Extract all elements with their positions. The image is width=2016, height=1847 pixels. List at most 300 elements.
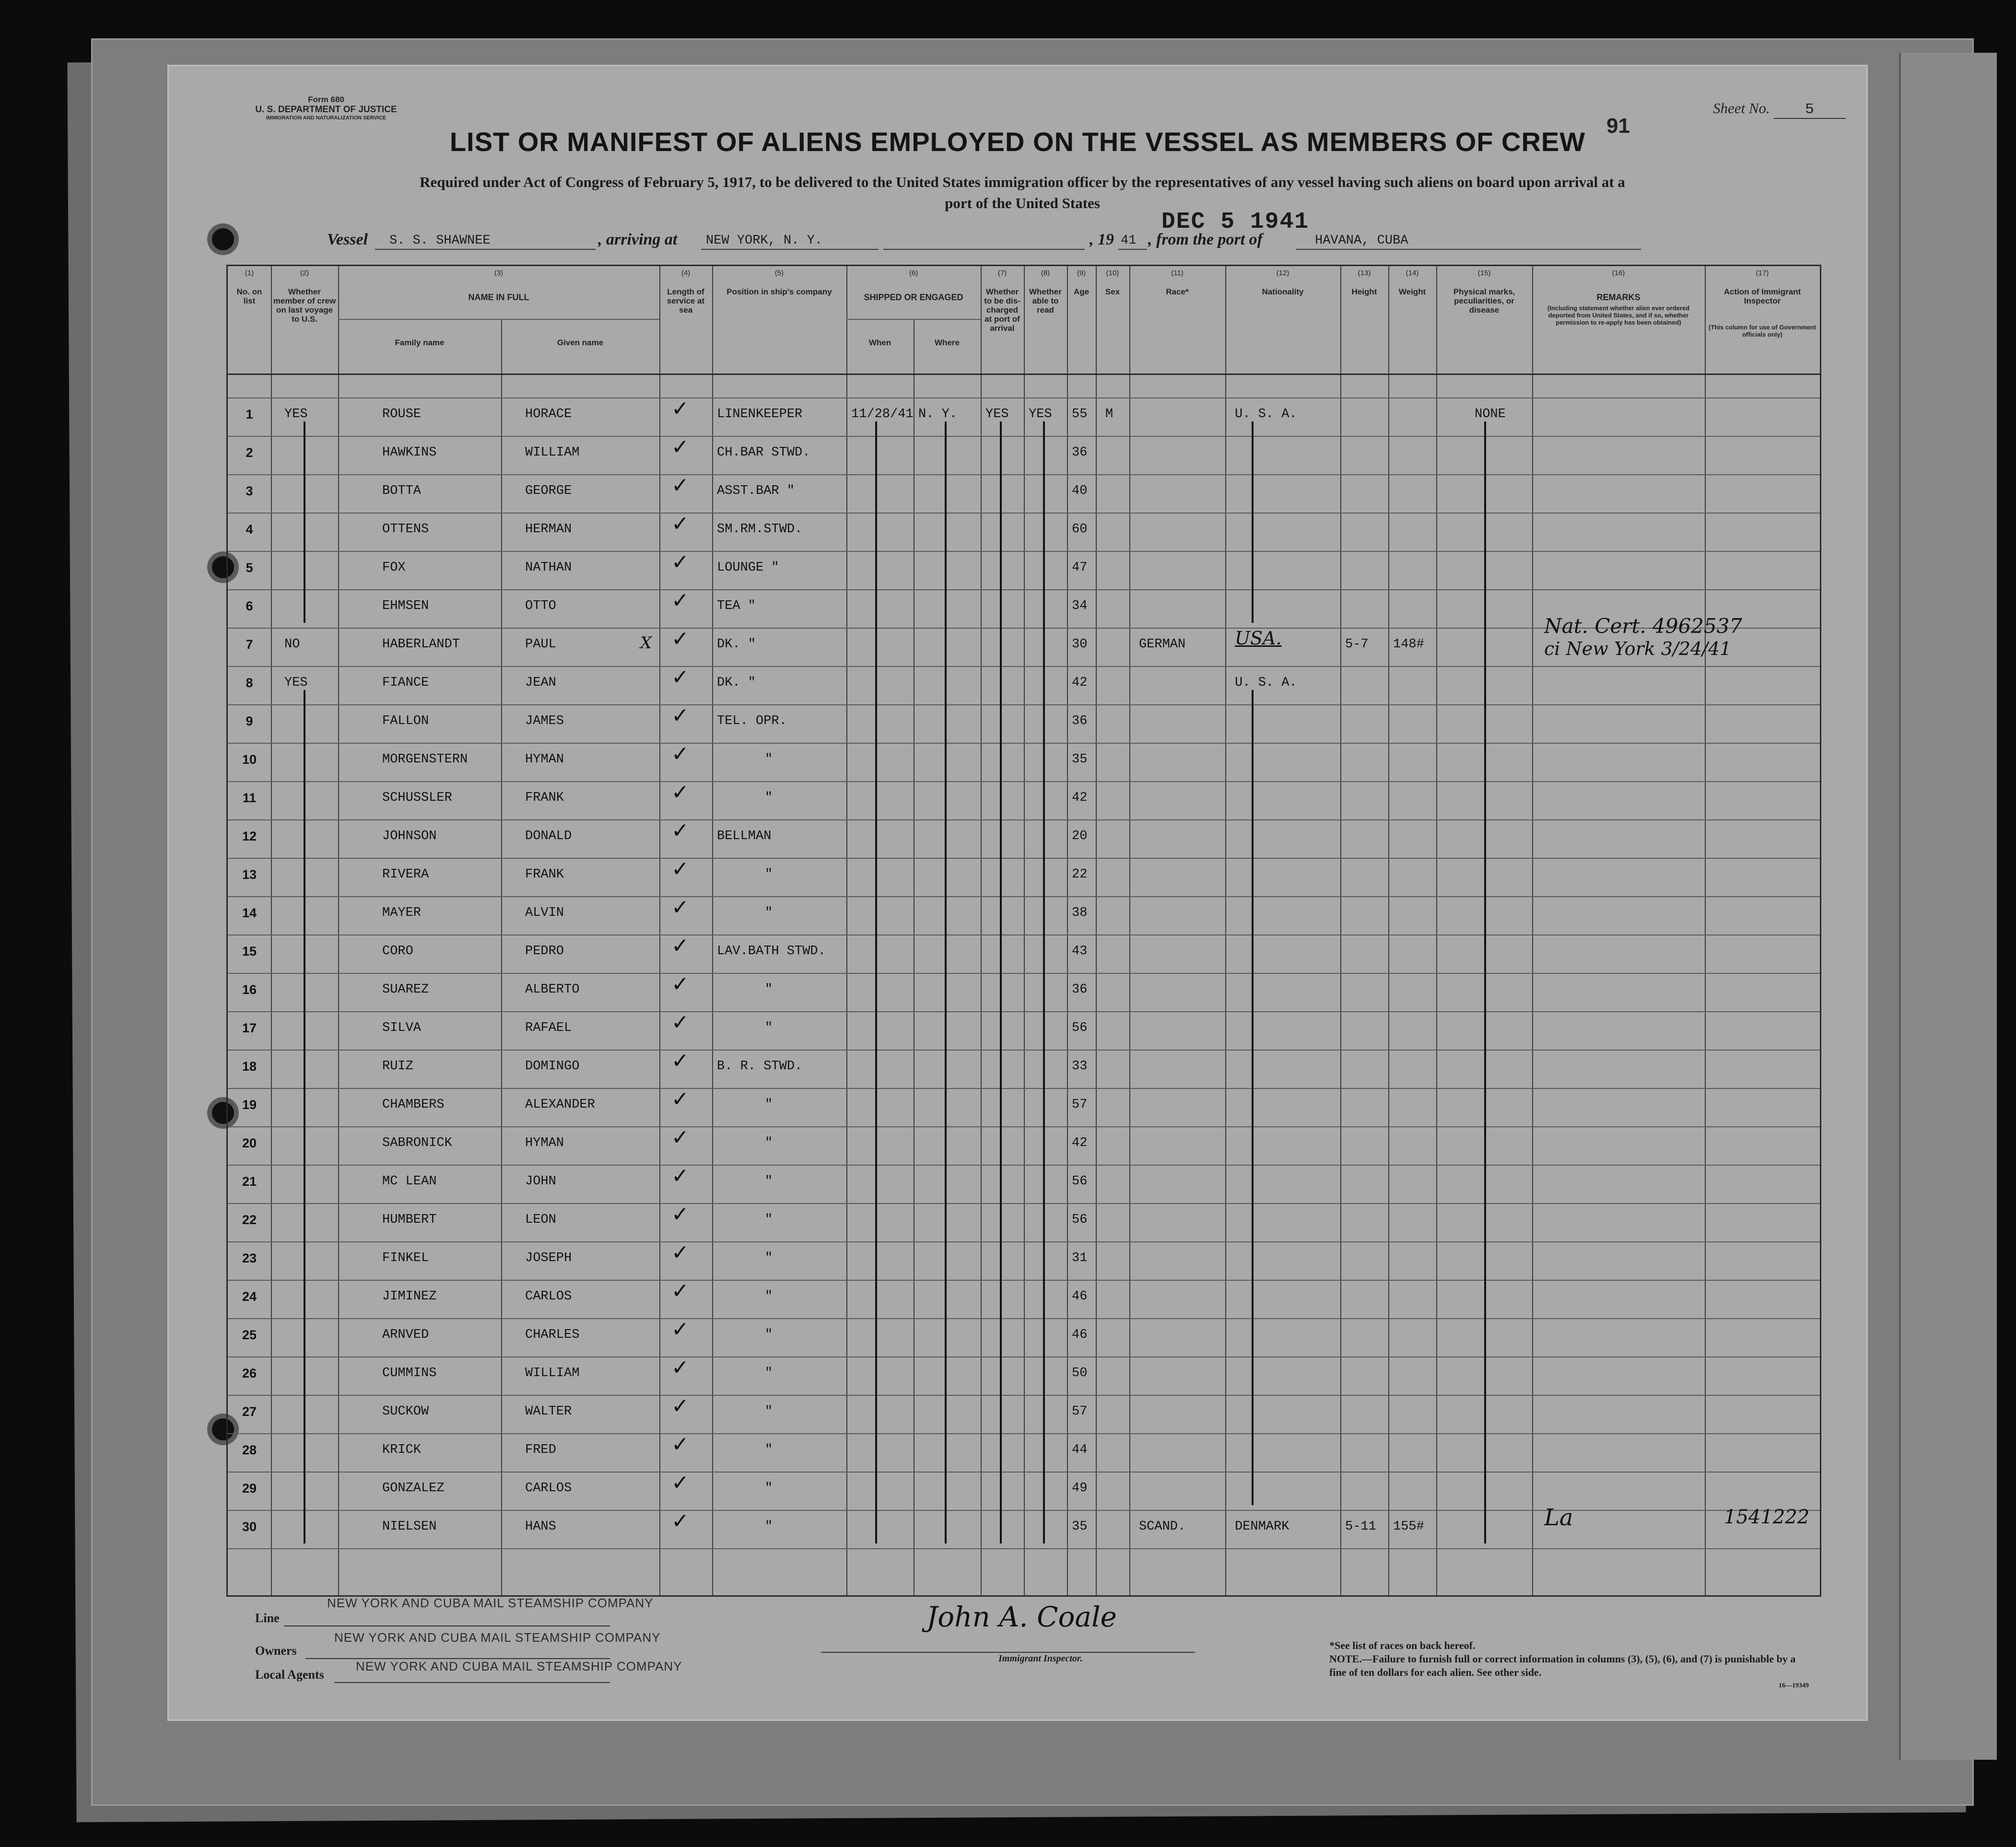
column-divider <box>1129 266 1130 1595</box>
sex: M <box>1105 407 1113 421</box>
family-name: GONZALEZ <box>382 1481 445 1496</box>
family-name: SCHUSSLER <box>382 791 452 805</box>
ditto-line <box>1252 690 1254 1505</box>
column-divider <box>659 266 660 1595</box>
column-number: (7) <box>997 269 1007 277</box>
column-header-4: Length of service at sea <box>667 287 705 315</box>
given-name: ALBERTO <box>525 982 580 997</box>
row-number: 7 <box>246 637 253 652</box>
local-agents-label: Local Agents <box>255 1668 324 1682</box>
age: 47 <box>1072 561 1088 575</box>
position: " <box>765 791 773 805</box>
family-name: SUCKOW <box>382 1404 429 1419</box>
position: LINENKEEPER <box>717 407 803 421</box>
column-divider <box>1705 266 1706 1595</box>
age: 46 <box>1072 1328 1088 1342</box>
column-number: (1) <box>245 269 254 277</box>
position: BELLMAN <box>717 829 772 843</box>
subheader-divider <box>338 319 659 320</box>
position: LAV.BATH STWD. <box>717 944 826 959</box>
column-divider <box>1436 266 1437 1595</box>
vessel-label: Vessel <box>327 231 368 248</box>
position: " <box>765 1213 773 1227</box>
row-divider <box>228 819 1820 820</box>
column-divider <box>981 266 982 1595</box>
column-divider <box>846 266 847 1595</box>
nationality: USA. <box>1235 628 1282 649</box>
family-name: SUAREZ <box>382 982 429 997</box>
column-divider <box>1024 266 1025 1595</box>
column-divider <box>1388 266 1389 1595</box>
given-name: ALVIN <box>525 906 564 920</box>
row-divider <box>228 474 1820 475</box>
shipped-when: 11/28/41 <box>851 407 914 421</box>
subtitle-line-1: Required under Act of Congress of February 5, 1917, to be delivered to the United States immigration officer by the representatives of any vessel having such aliens on board upon arrival at a <box>420 174 1625 190</box>
position: " <box>765 867 773 882</box>
row-divider <box>228 1280 1820 1281</box>
given-name: HERMAN <box>525 522 572 537</box>
ditto-line <box>304 421 305 623</box>
form-number: Form 680 <box>308 95 344 104</box>
row-divider <box>228 743 1820 744</box>
check-mark: ✓ <box>671 1125 689 1150</box>
column-number: (12) <box>1276 269 1289 277</box>
vessel-name: S. S. SHAWNEE <box>389 234 491 248</box>
position: ASST.BAR " <box>717 484 795 498</box>
age: 56 <box>1072 1213 1088 1227</box>
column-header-7: Whether to be dis-charged at port of arrival <box>984 287 1020 333</box>
age: 42 <box>1072 676 1088 690</box>
row-number: 21 <box>242 1174 257 1189</box>
position: " <box>765 1443 773 1457</box>
voyage-line <box>327 227 1794 251</box>
row-divider <box>228 589 1820 590</box>
page-title: LIST OR MANIFEST OF ALIENS EMPLOYED ON THE VESSEL AS MEMBERS OF CREW <box>449 127 1586 157</box>
column-divider <box>501 319 502 1595</box>
position: TEA " <box>717 599 756 613</box>
check-mark: ✓ <box>671 627 689 651</box>
manifest-page <box>169 66 1866 1719</box>
given-name: PEDRO <box>525 944 564 959</box>
row-number: 13 <box>242 867 257 882</box>
age: 33 <box>1072 1059 1088 1074</box>
column-header-3: NAME IN FULL <box>468 292 529 302</box>
column-header-12: Nationality <box>1262 287 1304 296</box>
column-header-14: Weight <box>1398 287 1426 296</box>
age: 56 <box>1072 1174 1088 1189</box>
row-divider <box>228 781 1820 782</box>
ditto-line <box>875 421 877 1543</box>
family-name: BOTTA <box>382 484 422 498</box>
owners-label: Owners <box>255 1644 297 1658</box>
age: 35 <box>1072 752 1088 767</box>
column-number: (14) <box>1406 269 1419 277</box>
races-note: *See list of races on back hereof. <box>1329 1639 1476 1651</box>
family-name: OTTENS <box>382 522 429 537</box>
age: 56 <box>1072 1021 1088 1035</box>
family-name: MAYER <box>382 906 422 920</box>
age: 60 <box>1072 522 1088 537</box>
nationality: U. S. A. <box>1235 676 1297 690</box>
column-header-9: Age <box>1073 287 1090 296</box>
age: 20 <box>1072 829 1088 843</box>
age: 42 <box>1072 791 1088 805</box>
check-mark: ✓ <box>671 1471 689 1495</box>
row-divider <box>228 1126 1820 1127</box>
column-header-17: Action of Immigrant Inspector <box>1723 287 1801 305</box>
check-mark: ✓ <box>671 397 689 421</box>
row-divider <box>228 551 1820 552</box>
race: GERMAN <box>1139 637 1186 652</box>
when-subheader: When <box>868 338 891 347</box>
position: TEL. OPR. <box>717 714 787 728</box>
column-divider <box>338 266 339 1595</box>
position: " <box>765 1366 773 1380</box>
crew-last-voyage: YES <box>284 676 308 690</box>
row-divider <box>228 896 1820 897</box>
nationality: U. S. A. <box>1235 407 1297 421</box>
row-divider <box>228 1088 1820 1089</box>
row-number: 24 <box>242 1289 257 1304</box>
age: 36 <box>1072 445 1088 460</box>
row-divider <box>228 1395 1820 1396</box>
row-divider <box>228 1011 1820 1012</box>
sheet-number <box>1713 100 1846 119</box>
ditto-line <box>1484 421 1486 1543</box>
column-header-13: Height <box>1351 287 1377 296</box>
column-number: (10) <box>1106 269 1119 277</box>
row-number: 17 <box>242 1021 257 1035</box>
column-header-10: Sex <box>1105 287 1120 296</box>
position: " <box>765 1328 773 1342</box>
age: 31 <box>1072 1251 1088 1265</box>
check-mark: ✓ <box>671 1279 689 1303</box>
given-name: CARLOS <box>525 1481 572 1496</box>
sheet-number-value: 5 <box>1774 101 1846 119</box>
given-name: JEAN <box>525 676 556 690</box>
ditto-line <box>1252 421 1254 623</box>
family-name: SABRONICK <box>382 1136 452 1150</box>
header-divider <box>228 374 1820 375</box>
column-header-2: Whether member of crew on last voyage to U.S. <box>273 287 336 324</box>
from-port-label: , from the port of <box>1148 231 1263 248</box>
form-identifier <box>249 95 403 121</box>
position: CH.BAR STWD. <box>717 445 810 460</box>
height: 5-7 <box>1345 637 1369 652</box>
race: SCAND. <box>1139 1520 1186 1534</box>
family-name: ARNVED <box>382 1328 429 1342</box>
check-mark: ✓ <box>671 588 689 613</box>
row-divider <box>228 1510 1820 1511</box>
weight: 148# <box>1393 637 1424 652</box>
row-number: 25 <box>242 1328 257 1342</box>
given-name: JOSEPH <box>525 1251 572 1265</box>
row-divider <box>228 397 1820 398</box>
row-divider <box>228 973 1820 974</box>
column-divider <box>1096 266 1097 1595</box>
footer-notes <box>1329 1639 1809 1693</box>
position: " <box>765 1021 773 1035</box>
column-divider <box>1225 266 1226 1595</box>
given-name: ALEXANDER <box>525 1098 595 1112</box>
column-header-11: Race* <box>1166 287 1189 296</box>
given-name: DOMINGO <box>525 1059 580 1074</box>
year-value: 41 <box>1121 234 1137 248</box>
column-number: (13) <box>1358 269 1371 277</box>
column-header-6: SHIPPED OR ENGAGED <box>864 292 963 302</box>
position: B. R. STWD. <box>717 1059 803 1074</box>
shipped-where: N. Y. <box>918 407 958 421</box>
crew-last-voyage: YES <box>284 407 308 421</box>
age: 30 <box>1072 637 1088 652</box>
column-header-16: REMARKS <box>1596 292 1641 302</box>
handwritten-initials: La <box>1544 1504 1573 1531</box>
subheader-divider <box>846 319 981 320</box>
check-mark: ✓ <box>671 1509 689 1533</box>
family-name: NIELSEN <box>382 1520 437 1534</box>
age: 34 <box>1072 599 1088 613</box>
position: DK. " <box>717 637 756 652</box>
column-number: (2) <box>300 269 309 277</box>
row-number: 14 <box>242 906 257 920</box>
check-mark: ✓ <box>671 895 689 920</box>
weight: 155# <box>1393 1520 1424 1534</box>
row-number: 2 <box>246 445 253 460</box>
family-name: ROUSE <box>382 407 422 421</box>
position: DK. " <box>717 676 756 690</box>
check-mark: ✓ <box>671 1049 689 1073</box>
check-mark: ✓ <box>671 1432 689 1457</box>
family-name: FIANCE <box>382 676 429 690</box>
position: " <box>765 1174 773 1189</box>
column-header-8: Whether able to read <box>1029 287 1062 315</box>
check-mark: ✓ <box>671 780 689 805</box>
position: LOUNGE " <box>717 561 779 575</box>
age: 22 <box>1072 867 1088 882</box>
check-mark: ✓ <box>671 972 689 996</box>
ditto-line <box>1000 421 1002 1543</box>
remarks-subheader: (Including statement whether alien ever ordered deported from United States, and if so, whether permission to re-apply has been obtained) <box>1547 304 1690 326</box>
position: " <box>765 752 773 767</box>
check-mark: ✓ <box>671 1356 689 1380</box>
department-name: U. S. DEPARTMENT OF JUSTICE <box>255 105 397 115</box>
row-divider <box>228 666 1820 667</box>
column-number: (11) <box>1171 269 1184 277</box>
age: 50 <box>1072 1366 1088 1380</box>
row-number: 8 <box>246 676 253 690</box>
given-name: JOHN <box>525 1174 556 1189</box>
ditto-line <box>1043 421 1045 1543</box>
crew-table <box>226 265 1821 1597</box>
column-header-15: Physical marks, peculiarities, or disease <box>1453 287 1515 315</box>
row-divider <box>228 513 1820 514</box>
column-divider <box>1067 266 1068 1595</box>
column-number: (3) <box>494 269 504 277</box>
row-number: 20 <box>242 1136 257 1150</box>
arriving-port: NEW YORK, N. Y. <box>706 234 823 248</box>
row-number: 27 <box>242 1404 257 1419</box>
column-number: (8) <box>1041 269 1050 277</box>
check-mark: ✓ <box>671 1240 689 1265</box>
inspector-signature: John A. Coale <box>926 1601 1117 1633</box>
given-name-subheader: Given name <box>557 338 604 347</box>
handwritten-number: 1541222 <box>1724 1506 1810 1528</box>
row-number: 9 <box>246 714 253 728</box>
family-name: CORO <box>382 944 413 959</box>
check-mark: ✓ <box>671 473 689 498</box>
given-name: FRANK <box>525 867 564 882</box>
given-name: JAMES <box>525 714 564 728</box>
column-header-5: Position in ship's company <box>727 287 832 296</box>
row-number: 5 <box>246 561 253 575</box>
age: 36 <box>1072 982 1088 997</box>
row-number: 11 <box>242 791 257 805</box>
able-to-read: YES <box>1029 407 1052 421</box>
row-divider <box>228 1433 1820 1434</box>
owners-company: NEW YORK AND CUBA MAIL STEAMSHIP COMPANY <box>334 1630 661 1645</box>
given-name: RAFAEL <box>525 1021 572 1035</box>
family-name: FOX <box>382 561 406 575</box>
position: " <box>765 1481 773 1496</box>
given-name: LEON <box>525 1213 556 1227</box>
family-name: RUIZ <box>382 1059 413 1074</box>
handwritten-remark: ci New York 3/24/41 <box>1544 638 1732 659</box>
family-name: FINKEL <box>382 1251 429 1265</box>
given-name: HYMAN <box>525 752 564 767</box>
age: 44 <box>1072 1443 1088 1457</box>
given-name: HYMAN <box>525 1136 564 1150</box>
column-number: (5) <box>774 269 784 277</box>
row-number: 23 <box>242 1251 257 1265</box>
check-mark: ✓ <box>671 1394 689 1418</box>
physical-marks: NONE <box>1475 407 1506 421</box>
page-number: 91 <box>1606 114 1630 138</box>
given-name: WILLIAM <box>525 445 580 460</box>
column-divider <box>1340 266 1341 1595</box>
family-name: JIMINEZ <box>382 1289 437 1304</box>
age: 42 <box>1072 1136 1088 1150</box>
check-mark: ✓ <box>671 1164 689 1188</box>
page-subtitle <box>265 172 1780 214</box>
column-number: (17) <box>1756 269 1769 277</box>
row-divider <box>228 704 1820 705</box>
sheet-number-label: Sheet No. <box>1713 100 1770 117</box>
row-number: 18 <box>242 1059 257 1074</box>
position: " <box>765 1404 773 1419</box>
service-name: IMMIGRATION AND NATURALIZATION SERVICE <box>266 115 387 121</box>
family-name: HABERLANDT <box>382 637 460 652</box>
given-name: PAUL <box>525 637 556 652</box>
given-name: WILLIAM <box>525 1366 580 1380</box>
row-number: 10 <box>242 752 257 767</box>
family-name: KRICK <box>382 1443 422 1457</box>
row-divider <box>228 858 1820 859</box>
age: 46 <box>1072 1289 1088 1304</box>
row-number: 6 <box>246 599 253 613</box>
punch-hole <box>212 228 234 250</box>
handwritten-x-mark: X <box>640 633 652 653</box>
background-sheet-edge <box>1899 53 1997 1760</box>
check-mark: ✓ <box>671 703 689 728</box>
column-number: (16) <box>1612 269 1625 277</box>
row-divider <box>228 1050 1820 1051</box>
family-name: FALLON <box>382 714 429 728</box>
column-number: (4) <box>681 269 691 277</box>
year-label: , 19 <box>1090 231 1114 248</box>
line-label: Line <box>255 1611 280 1625</box>
given-name: FRANK <box>525 791 564 805</box>
column-header-1: No. on list <box>236 287 262 305</box>
age: 40 <box>1072 484 1088 498</box>
check-mark: ✓ <box>671 665 689 690</box>
where-subheader: Where <box>935 338 960 347</box>
age: 49 <box>1072 1481 1088 1496</box>
ditto-line <box>304 690 305 1543</box>
subtitle-line-2: port of the United States <box>945 195 1100 211</box>
line-company: NEW YORK AND CUBA MAIL STEAMSHIP COMPANY <box>327 1596 654 1610</box>
nationality: DENMARK <box>1235 1520 1289 1534</box>
given-name: DONALD <box>525 829 572 843</box>
family-name: CUMMINS <box>382 1366 437 1380</box>
handwritten-remark: Nat. Cert. 4962537 <box>1544 614 1743 638</box>
position: SM.RM.STWD. <box>717 522 803 537</box>
age: 57 <box>1072 1404 1088 1419</box>
family-name: JOHNSON <box>382 829 437 843</box>
column-divider <box>271 266 272 1595</box>
row-number: 29 <box>242 1481 257 1496</box>
family-name: CHAMBERS <box>382 1098 445 1112</box>
check-mark: ✓ <box>671 857 689 881</box>
action-subheader: (This column for use of Government officials only) <box>1709 324 1816 338</box>
row-divider <box>228 1241 1820 1242</box>
agents-company: NEW YORK AND CUBA MAIL STEAMSHIP COMPANY <box>356 1659 682 1673</box>
age: 57 <box>1072 1098 1088 1112</box>
crew-last-voyage: NO <box>284 637 300 652</box>
given-name: WALTER <box>525 1404 572 1419</box>
position: " <box>765 1251 773 1265</box>
given-name: GEORGE <box>525 484 572 498</box>
position: " <box>765 1520 773 1534</box>
age: 35 <box>1072 1520 1088 1534</box>
row-number: 3 <box>246 484 253 498</box>
row-divider <box>228 1318 1820 1319</box>
age: 38 <box>1072 906 1088 920</box>
check-mark: ✓ <box>671 512 689 536</box>
penalty-note: NOTE.—Failure to furnish full or correct information in columns (3), (5), (6), and (7) is punishable by a fine of ten dollars for each alien. See other side. <box>1329 1653 1796 1678</box>
given-name: HORACE <box>525 407 572 421</box>
row-divider <box>228 1165 1820 1166</box>
date-stamp: DEC 5 1941 <box>1161 209 1310 235</box>
check-mark: ✓ <box>671 1010 689 1035</box>
family-name: MORGENSTERN <box>382 752 468 767</box>
row-number: 4 <box>246 522 253 537</box>
check-mark: ✓ <box>671 818 689 843</box>
check-mark: ✓ <box>671 934 689 958</box>
given-name: FRED <box>525 1443 556 1457</box>
given-name: NATHAN <box>525 561 572 575</box>
arriving-label: , arriving at <box>598 231 678 248</box>
check-mark: ✓ <box>671 435 689 459</box>
row-number: 15 <box>242 944 257 959</box>
age: 55 <box>1072 407 1088 421</box>
form-code: 16—19349 <box>1779 1682 1809 1689</box>
row-number: 12 <box>242 829 257 843</box>
check-mark: ✓ <box>671 550 689 574</box>
family-name: RIVERA <box>382 867 429 882</box>
family-name: MC LEAN <box>382 1174 437 1189</box>
row-divider <box>228 1472 1820 1473</box>
row-number: 30 <box>242 1520 257 1534</box>
